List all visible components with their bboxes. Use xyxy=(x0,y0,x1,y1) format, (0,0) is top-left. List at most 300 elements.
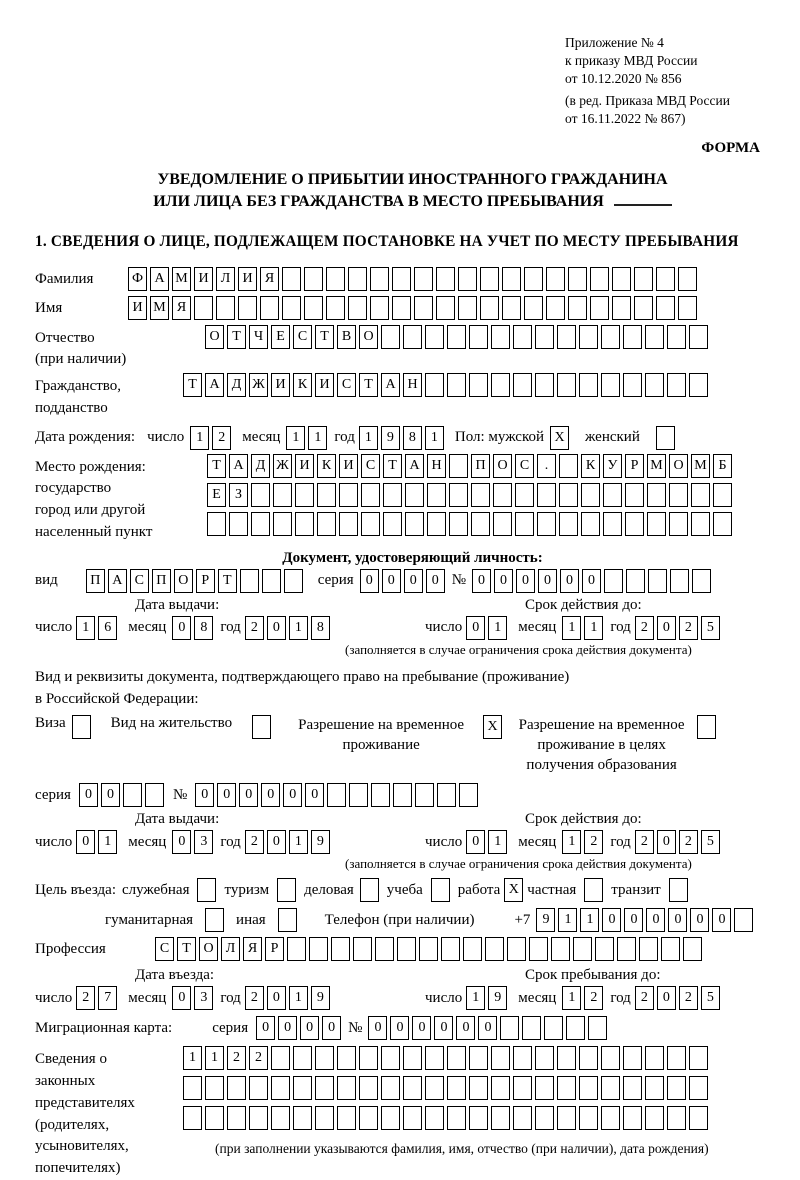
char-cell: 2 xyxy=(245,616,264,640)
profession-row xyxy=(35,937,790,961)
char-cell xyxy=(634,296,653,320)
month-label: месяц xyxy=(128,619,167,636)
purpose-transit-checkbox xyxy=(669,878,688,902)
iddoc-valid-month xyxy=(562,616,606,640)
char-cell: О xyxy=(174,569,193,593)
iddoc-issue-year xyxy=(245,616,333,640)
char-cell xyxy=(262,569,281,593)
char-cell xyxy=(645,1106,664,1130)
char-cell: 0 xyxy=(657,986,676,1010)
residence-issue-block xyxy=(35,811,425,854)
char-cell xyxy=(689,1046,708,1070)
char-cell: 0 xyxy=(76,830,95,854)
char-cell xyxy=(273,483,292,507)
char-cell xyxy=(566,1016,585,1040)
char-cell: 0 xyxy=(195,783,214,807)
char-cell: З xyxy=(229,483,248,507)
char-cell: 0 xyxy=(217,783,236,807)
char-cell xyxy=(515,512,534,536)
char-cell xyxy=(645,1076,664,1100)
residence-issue-day xyxy=(76,830,120,854)
char-cell xyxy=(381,1046,400,1070)
char-cell xyxy=(183,1106,202,1130)
residence-number-cells xyxy=(195,783,481,807)
firstname-cells xyxy=(128,296,700,320)
char-cell xyxy=(370,267,389,291)
birthplace-row2 xyxy=(207,483,735,507)
char-cell: 9 xyxy=(381,426,400,450)
day-label: число xyxy=(147,429,185,446)
char-cell xyxy=(513,1106,532,1130)
char-cell xyxy=(273,512,292,536)
char-cell xyxy=(557,1046,576,1070)
char-cell xyxy=(557,1076,576,1100)
char-cell xyxy=(383,512,402,536)
char-cell: М xyxy=(647,454,666,478)
char-cell xyxy=(692,569,711,593)
char-cell: 0 xyxy=(712,908,731,932)
char-cell: Т xyxy=(183,373,202,397)
char-cell xyxy=(447,1106,466,1130)
annex-line: к приказу МВД России xyxy=(565,53,698,69)
char-cell: Р xyxy=(625,454,644,478)
visa-label: Виза xyxy=(35,714,66,731)
char-cell: 1 xyxy=(584,616,603,640)
char-cell xyxy=(579,325,598,349)
char-cell xyxy=(513,325,532,349)
residence-permit-label: Вид на жительство xyxy=(110,714,233,731)
firstname-label: Имя xyxy=(35,299,63,316)
birthdate-row xyxy=(35,426,790,450)
number-label: № xyxy=(451,572,466,589)
visa-checkbox xyxy=(72,715,91,739)
char-cell xyxy=(145,783,164,807)
char-cell xyxy=(713,512,732,536)
char-cell xyxy=(603,483,622,507)
char-cell xyxy=(625,512,644,536)
iddoc-note: (заполняется в случае ограничения срока действия документа) xyxy=(345,641,692,657)
char-cell: 0 xyxy=(538,569,557,593)
char-cell: Е xyxy=(271,325,290,349)
char-cell: 0 xyxy=(239,783,258,807)
char-cell: Т xyxy=(177,937,196,961)
char-cell: Б xyxy=(713,454,732,478)
number-label: № xyxy=(172,786,188,803)
phone-cells xyxy=(536,908,756,932)
representatives-row1 xyxy=(183,1046,711,1070)
char-cell: М xyxy=(150,296,169,320)
char-cell xyxy=(493,512,512,536)
char-cell xyxy=(339,512,358,536)
char-cell xyxy=(480,267,499,291)
char-cell xyxy=(205,1106,224,1130)
char-cell xyxy=(392,267,411,291)
stay-day xyxy=(466,986,510,1010)
migration-number-cells xyxy=(368,1016,610,1040)
char-cell: 0 xyxy=(466,616,485,640)
char-cell xyxy=(647,512,666,536)
char-cell xyxy=(403,1076,422,1100)
representatives-row3 xyxy=(183,1106,711,1130)
iddoc-valid-day xyxy=(466,616,510,640)
char-cell: 1 xyxy=(488,616,507,640)
purpose-business-label: деловая xyxy=(304,881,354,898)
char-cell xyxy=(337,1046,356,1070)
residence-valid-month xyxy=(562,830,606,854)
char-cell xyxy=(491,1076,510,1100)
char-cell: 1 xyxy=(286,426,305,450)
char-cell xyxy=(447,325,466,349)
temp-residence-label: Разрешение на временное проживание xyxy=(298,716,465,753)
purpose-row2 xyxy=(35,908,790,932)
residence-valid-day xyxy=(466,830,510,854)
month-label: месяц xyxy=(518,619,557,636)
char-cell xyxy=(393,783,412,807)
char-cell xyxy=(623,373,642,397)
char-cell: 2 xyxy=(679,986,698,1010)
migration-card-row xyxy=(35,1016,790,1040)
char-cell xyxy=(238,296,257,320)
char-cell xyxy=(381,1106,400,1130)
char-cell xyxy=(403,1106,422,1130)
char-cell: 1 xyxy=(289,986,308,1010)
char-cell xyxy=(381,1076,400,1100)
char-cell: 8 xyxy=(194,616,213,640)
char-cell xyxy=(670,569,689,593)
char-cell xyxy=(425,325,444,349)
char-cell xyxy=(449,483,468,507)
char-cell xyxy=(557,373,576,397)
char-cell: Ч xyxy=(249,325,268,349)
char-cell: М xyxy=(691,454,710,478)
purpose-business-checkbox xyxy=(360,878,379,902)
char-cell: 1 xyxy=(466,986,485,1010)
char-cell: 0 xyxy=(494,569,513,593)
char-cell: 2 xyxy=(245,830,264,854)
representatives-row2 xyxy=(183,1076,711,1100)
char-cell: 0 xyxy=(657,830,676,854)
char-cell xyxy=(183,1076,202,1100)
day-label: число xyxy=(35,989,73,1006)
birthdate-year-cells xyxy=(359,426,447,450)
char-cell: 0 xyxy=(79,783,98,807)
valid-title: Срок действия до: xyxy=(525,811,642,828)
char-cell: 1 xyxy=(205,1046,224,1070)
char-cell: И xyxy=(339,454,358,478)
char-cell xyxy=(546,267,565,291)
char-cell xyxy=(579,1106,598,1130)
char-cell: Ф xyxy=(128,267,147,291)
char-cell xyxy=(260,296,279,320)
char-cell xyxy=(405,483,424,507)
residence-doc-series-row xyxy=(35,783,790,807)
char-cell: Л xyxy=(216,267,235,291)
birthplace-row1 xyxy=(207,454,735,478)
char-cell xyxy=(524,267,543,291)
char-cell: 0 xyxy=(360,569,379,593)
char-cell xyxy=(595,937,614,961)
birthdate-month-cells xyxy=(286,426,330,450)
char-cell xyxy=(194,296,213,320)
day-label: число xyxy=(35,619,73,636)
profession-cells xyxy=(155,937,705,961)
char-cell xyxy=(469,1106,488,1130)
char-cell xyxy=(326,296,345,320)
char-cell xyxy=(436,267,455,291)
char-cell: А xyxy=(108,569,127,593)
char-cell xyxy=(359,1106,378,1130)
char-cell xyxy=(612,267,631,291)
char-cell xyxy=(502,296,521,320)
char-cell xyxy=(361,512,380,536)
char-cell xyxy=(689,325,708,349)
iddoc-dates xyxy=(35,597,790,640)
char-cell xyxy=(359,1076,378,1100)
char-cell: 0 xyxy=(261,783,280,807)
char-cell xyxy=(414,267,433,291)
char-cell: 0 xyxy=(300,1016,319,1040)
char-cell xyxy=(471,512,490,536)
char-cell xyxy=(623,325,642,349)
char-cell: Н xyxy=(427,454,446,478)
char-cell: 0 xyxy=(456,1016,475,1040)
purpose-private-checkbox xyxy=(584,878,603,902)
temp-residence-education-label: Разрешение на временное проживание в целях получения образования xyxy=(518,716,685,774)
residence-doc-text: Вид и реквизиты документа, подтверждающего право на пребывание (проживание) в Российской Федерации: xyxy=(35,668,570,708)
char-cell: 0 xyxy=(466,830,485,854)
issue-title: Дата выдачи: xyxy=(135,811,220,828)
char-cell: 2 xyxy=(635,986,654,1010)
char-cell xyxy=(315,1076,334,1100)
representatives-right xyxy=(183,1046,790,1157)
char-cell xyxy=(459,783,478,807)
form-title-line2: ИЛИ ЛИЦА БЕЗ ГРАЖДАНСТВА В МЕСТО ПРЕБЫВАНИЯ xyxy=(35,191,790,213)
char-cell xyxy=(645,373,664,397)
sex-female-checkbox xyxy=(656,426,675,450)
char-cell xyxy=(123,783,142,807)
char-cell xyxy=(304,296,323,320)
char-cell: Т xyxy=(227,325,246,349)
stay-until-block xyxy=(425,967,790,1010)
char-cell: К xyxy=(317,454,336,478)
number-label: № xyxy=(348,1019,363,1036)
char-cell: 0 xyxy=(390,1016,409,1040)
residence-doc-options xyxy=(35,715,790,776)
char-cell: 0 xyxy=(101,783,120,807)
char-cell xyxy=(601,373,620,397)
iddoc-issue-day xyxy=(76,616,120,640)
char-cell xyxy=(524,296,543,320)
char-cell: . xyxy=(537,454,556,478)
char-cell xyxy=(229,512,248,536)
char-cell: 0 xyxy=(582,569,601,593)
birthplace-block xyxy=(35,454,790,544)
char-cell: 6 xyxy=(98,616,117,640)
char-cell: 0 xyxy=(426,569,445,593)
char-cell xyxy=(581,512,600,536)
char-cell: 1 xyxy=(425,426,444,450)
purpose-work-label: работа xyxy=(457,881,501,898)
purpose-tourism-checkbox xyxy=(277,878,296,902)
char-cell xyxy=(361,483,380,507)
char-cell xyxy=(612,296,631,320)
char-cell xyxy=(579,373,598,397)
char-cell xyxy=(500,1016,519,1040)
char-cell: Л xyxy=(221,937,240,961)
residence-doc-dates xyxy=(35,811,790,854)
char-cell xyxy=(293,1046,312,1070)
annex-reference xyxy=(565,34,790,88)
char-cell xyxy=(603,512,622,536)
iddoc-type-label: вид xyxy=(35,572,58,589)
char-cell xyxy=(689,1076,708,1100)
char-cell: Т xyxy=(315,325,334,349)
surname-row xyxy=(35,267,790,291)
sex-female-label: женский xyxy=(585,429,640,446)
char-cell: 2 xyxy=(584,830,603,854)
char-cell xyxy=(535,373,554,397)
char-cell: 1 xyxy=(580,908,599,932)
char-cell xyxy=(271,1076,290,1100)
char-cell xyxy=(284,569,303,593)
migration-card-label: Миграционная карта: xyxy=(35,1019,173,1036)
purpose-row1 xyxy=(35,878,790,902)
char-cell xyxy=(227,1076,246,1100)
char-cell xyxy=(573,937,592,961)
char-cell: 1 xyxy=(98,830,117,854)
purpose-official-label: служебная xyxy=(121,881,190,898)
char-cell xyxy=(559,483,578,507)
char-cell: 0 xyxy=(690,908,709,932)
char-cell: П xyxy=(86,569,105,593)
representatives-note: (при заполнении указываются фамилия, имя, отчество (при наличии), дата рождения) xyxy=(215,1141,709,1157)
char-cell xyxy=(337,1106,356,1130)
purpose-humanitarian-checkbox xyxy=(205,908,224,932)
char-cell xyxy=(449,454,468,478)
purpose-study-label: учеба xyxy=(386,881,423,898)
char-cell: 0 xyxy=(278,1016,297,1040)
char-cell: Р xyxy=(265,937,284,961)
char-cell: 5 xyxy=(701,830,720,854)
form-title-line1: УВЕДОМЛЕНИЕ О ПРИБЫТИИ ИНОСТРАННОГО ГРАЖДАНИНА xyxy=(157,171,668,189)
char-cell xyxy=(590,296,609,320)
char-cell xyxy=(447,1076,466,1100)
char-cell xyxy=(667,1076,686,1100)
birthdate-label: Дата рождения: xyxy=(35,429,136,446)
char-cell: 1 xyxy=(562,830,581,854)
char-cell xyxy=(469,373,488,397)
char-cell: С xyxy=(361,454,380,478)
char-cell xyxy=(427,483,446,507)
char-cell xyxy=(669,512,688,536)
char-cell: Т xyxy=(207,454,226,478)
char-cell: С xyxy=(130,569,149,593)
char-cell xyxy=(271,1046,290,1070)
citizenship-label: Гражданство, подданство xyxy=(35,378,122,416)
char-cell xyxy=(425,1106,444,1130)
char-cell xyxy=(353,937,372,961)
char-cell xyxy=(734,908,753,932)
char-cell: 7 xyxy=(98,986,117,1010)
char-cell xyxy=(403,325,422,349)
char-cell: 0 xyxy=(267,616,286,640)
char-cell: 1 xyxy=(562,616,581,640)
char-cell: С xyxy=(515,454,534,478)
surname-cells xyxy=(128,267,700,291)
char-cell xyxy=(348,267,367,291)
char-cell: С xyxy=(155,937,174,961)
char-cell: 2 xyxy=(76,986,95,1010)
char-cell: А xyxy=(405,454,424,478)
sex-label: Пол: мужской xyxy=(454,429,545,446)
char-cell xyxy=(544,1016,563,1040)
char-cell: 0 xyxy=(602,908,621,932)
year-label: год xyxy=(220,989,241,1006)
forma-label: ФОРМА xyxy=(701,140,760,157)
char-cell xyxy=(513,373,532,397)
char-cell xyxy=(535,325,554,349)
char-cell xyxy=(295,512,314,536)
char-cell: Р xyxy=(196,569,215,593)
char-cell: У xyxy=(603,454,622,478)
char-cell: 0 xyxy=(657,616,676,640)
char-cell xyxy=(447,1046,466,1070)
char-cell: К xyxy=(293,373,312,397)
char-cell: 1 xyxy=(308,426,327,450)
phone-prefix: +7 xyxy=(514,911,531,928)
purpose-humanitarian-label: гуманитарная xyxy=(105,911,194,928)
char-cell: 0 xyxy=(172,830,191,854)
char-cell xyxy=(317,483,336,507)
char-cell: 8 xyxy=(403,426,422,450)
char-cell: 2 xyxy=(249,1046,268,1070)
residence-doc-note: (заполняется в случае ограничения срока действия документа) xyxy=(345,856,692,872)
char-cell xyxy=(493,483,512,507)
char-cell: М xyxy=(172,267,191,291)
purpose-official-checkbox xyxy=(197,878,216,902)
char-cell: 0 xyxy=(646,908,665,932)
char-cell xyxy=(557,325,576,349)
char-cell xyxy=(425,373,444,397)
char-cell xyxy=(601,1106,620,1130)
char-cell xyxy=(691,512,710,536)
annex-line: (в ред. Приказа МВД России xyxy=(565,93,730,109)
char-cell: К xyxy=(581,454,600,478)
entry-date-block xyxy=(35,967,425,1010)
char-cell: 0 xyxy=(267,830,286,854)
char-cell xyxy=(331,937,350,961)
char-cell: Ж xyxy=(249,373,268,397)
char-cell: Я xyxy=(172,296,191,320)
char-cell: 2 xyxy=(635,830,654,854)
char-cell: 0 xyxy=(624,908,643,932)
char-cell: 0 xyxy=(267,986,286,1010)
char-cell xyxy=(405,512,424,536)
series-label: серия xyxy=(212,1019,249,1036)
profession-label: Профессия xyxy=(35,941,106,958)
char-cell: Я xyxy=(260,267,279,291)
char-cell: 1 xyxy=(190,426,209,450)
patronymic-label: Отчество (при наличии) xyxy=(35,329,127,368)
char-cell xyxy=(227,1106,246,1130)
month-label: месяц xyxy=(518,833,557,850)
char-cell xyxy=(392,296,411,320)
entry-dates xyxy=(35,967,790,1010)
char-cell: 5 xyxy=(701,986,720,1010)
char-cell: 1 xyxy=(359,426,378,450)
char-cell: 2 xyxy=(635,616,654,640)
char-cell xyxy=(491,1106,510,1130)
